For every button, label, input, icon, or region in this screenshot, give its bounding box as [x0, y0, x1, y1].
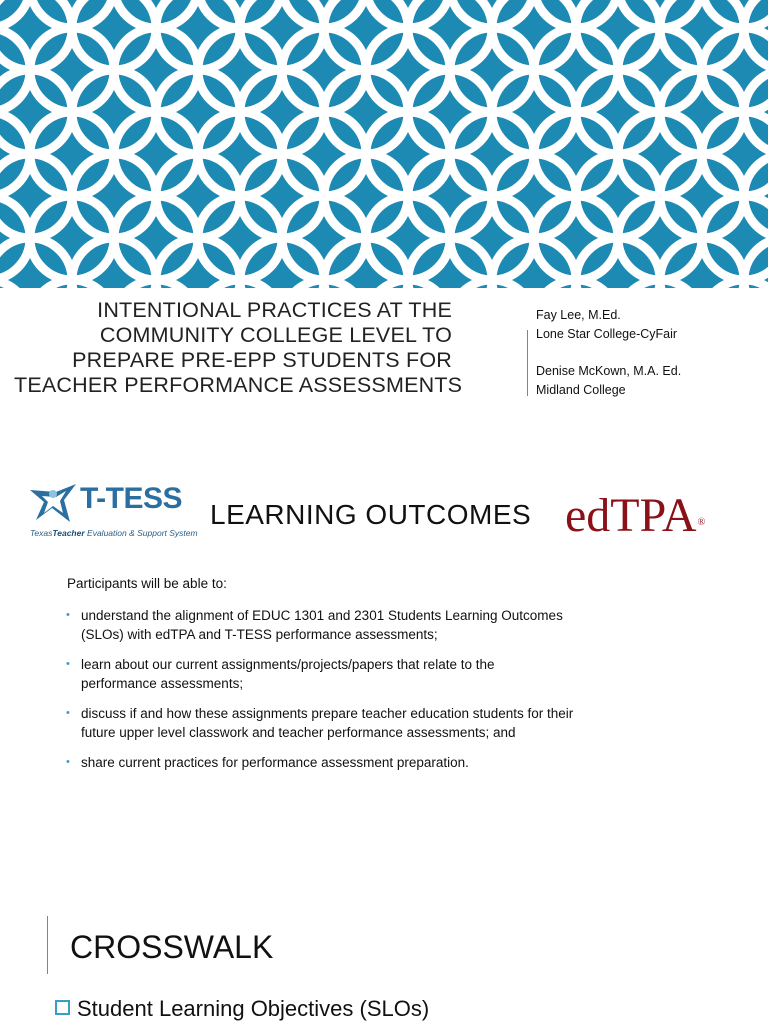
- slide-heading: LEARNING OUTCOMES: [210, 499, 532, 530]
- edtpa-logo: [565, 490, 705, 549]
- title-divider: [527, 330, 528, 396]
- author-1: [536, 306, 681, 344]
- registered-mark: ®: [697, 517, 706, 528]
- list-item-line: future upper level classwork and teacher performance assessments; and: [81, 725, 516, 740]
- list-item-line: (SLOs) with edTPA and T-TESS performance assessments;: [81, 627, 438, 642]
- bullet-icon: •: [66, 707, 70, 719]
- author-2: [536, 362, 681, 400]
- crosswalk-slide: [0, 900, 768, 1024]
- title-slide: [0, 0, 768, 428]
- edtpa-wordmark: edTPA: [565, 489, 697, 542]
- outcomes-intro: Participants will be able to:: [67, 576, 227, 591]
- checklist-item-label: Student Learning Objectives (SLOs): [77, 996, 430, 1021]
- pattern-rings: [0, 0, 768, 288]
- ttess-wordmark: T-TESS: [80, 482, 183, 515]
- list-item-text: [73, 606, 707, 644]
- star-figure-icon: [22, 482, 84, 532]
- title-line: COMMUNITY COLLEGE LEVEL TO: [99, 323, 452, 347]
- author-institution: Midland College: [536, 383, 626, 397]
- ttess-tagline-b: Teacher: [52, 528, 85, 538]
- ttess-tagline-c: Evaluation & Support System: [84, 528, 198, 538]
- bullet-icon: •: [66, 609, 70, 621]
- learning-outcomes-slide: [0, 434, 768, 894]
- list-item: [67, 753, 707, 772]
- author-list: [536, 306, 681, 418]
- bullet-icon: •: [66, 756, 70, 768]
- author-institution: Lone Star College-CyFair: [536, 327, 678, 341]
- list-item-text: [73, 655, 707, 693]
- list-item: [67, 606, 707, 644]
- list-item: [67, 704, 707, 742]
- title-line: TEACHER PERFORMANCE ASSESSMENTS: [14, 373, 463, 397]
- decorative-circle-pattern: [0, 0, 768, 288]
- list-item-text: [73, 704, 707, 742]
- list-item-line: understand the alignment of EDUC 1301 and 2301 Students Learning Outcomes: [81, 608, 563, 623]
- list-item-line: learn about our current assignments/projects/papers that relate to the: [81, 657, 495, 672]
- checkbox-icon: [55, 1000, 70, 1015]
- checklist-item: [55, 996, 429, 1022]
- slide-heading: CROSSWALK: [70, 929, 274, 965]
- ttess-logo: [22, 482, 198, 544]
- list-item-line: discuss if and how these assignments prepare teacher education students for their: [81, 706, 574, 721]
- list-item-text: [73, 753, 707, 772]
- author-name: Denise McKown, M.A. Ed.: [536, 364, 682, 378]
- outcomes-list: [67, 606, 707, 783]
- list-item-line: share current practices for performance assessment preparation.: [81, 755, 469, 770]
- ttess-tagline-a: Texas: [30, 528, 53, 538]
- list-item: [67, 655, 707, 693]
- title-line: INTENTIONAL PRACTICES AT THE: [97, 298, 452, 322]
- list-item-line: performance assessments;: [81, 676, 244, 691]
- ttess-tagline: [30, 528, 198, 538]
- bullet-icon: •: [66, 658, 70, 670]
- heading-accent-rule: [47, 916, 48, 974]
- author-name: Fay Lee, M.Ed.: [536, 308, 621, 322]
- title-line: PREPARE PRE-EPP STUDENTS FOR: [72, 348, 452, 372]
- presentation-title: [14, 298, 463, 398]
